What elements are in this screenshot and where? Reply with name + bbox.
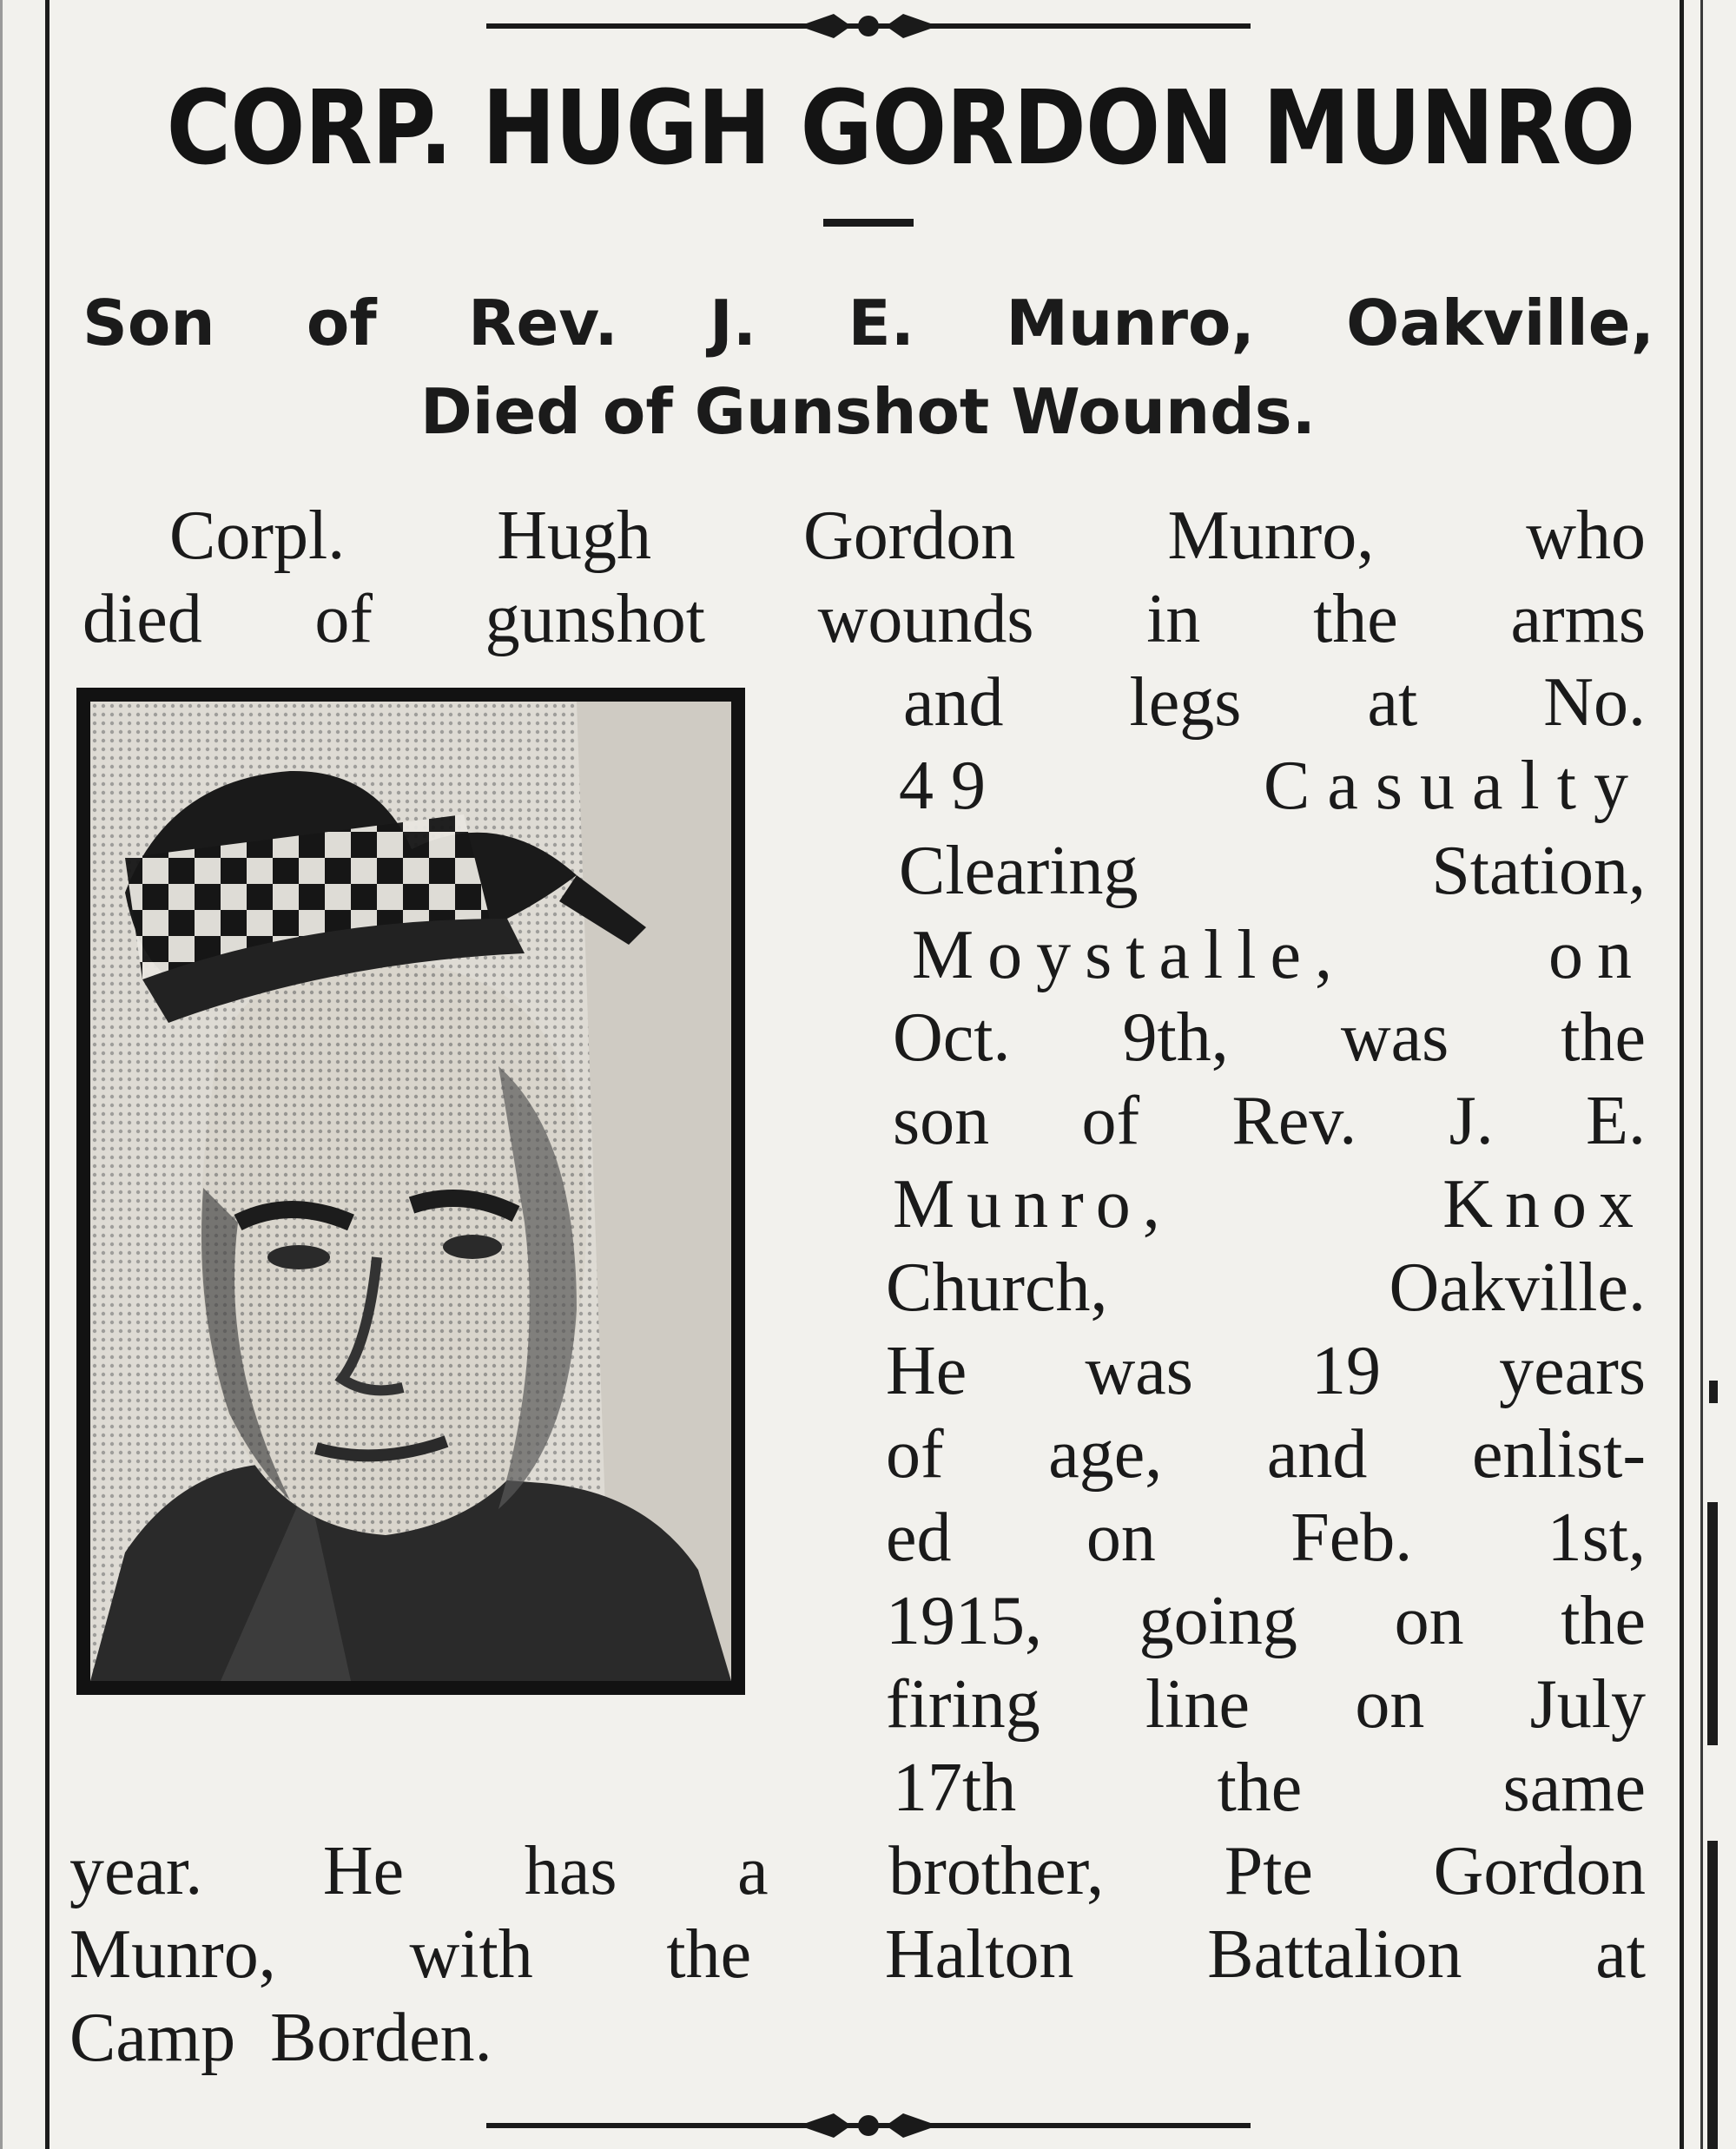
body-word: Rev. [1231,1083,1357,1159]
body-word: July [1529,1666,1646,1743]
body-word: year. [69,1833,203,1909]
body-line [886,1415,1646,1494]
body-word: Gordon [1433,1833,1646,1909]
body-word: son [893,1083,990,1159]
body-line [69,1832,1646,1911]
top-ornament-rule [486,9,1251,43]
body-word: at [1595,1916,1646,1993]
portrait-photo-image [90,702,731,1681]
body-word: wounds [817,581,1034,657]
body-word: was [1085,1333,1193,1409]
headline: CORP. HUGH GORDON MUNRO [166,68,1635,188]
body-word: enlist- [1472,1416,1646,1493]
body-word: going [1139,1583,1297,1659]
body-word: the [1561,999,1646,1076]
body-line [886,1332,1646,1411]
body-word: gunshot [485,581,706,657]
body-word: He [886,1333,967,1409]
body-word: Station, [1431,833,1646,909]
body-word: died [83,581,202,657]
body-word: Knox [1442,1166,1646,1243]
subhead-word: of [306,287,377,359]
body-word: 19 [1311,1333,1382,1409]
body-line [886,1665,1646,1744]
body-word: in [1146,581,1201,657]
body-word: Corpl. [169,498,346,574]
body-word: Moystalle, [912,917,1346,993]
body-word: Gordon [803,498,1016,574]
body-word: ed [886,1500,952,1576]
subhead-line-2: Died of Gunshot Wounds. [420,375,1316,448]
body-word: Oct. [893,999,1011,1076]
body-word: of [314,581,373,657]
body-word: the [1217,1750,1303,1826]
body-line [169,497,1646,576]
body-word: Munro, [69,1916,276,1993]
portrait-photo-icon [90,702,731,1681]
body-word: Oakville. [1389,1249,1646,1326]
subhead-word: Son [83,287,215,359]
subhead-line-1 [83,287,1654,359]
portrait-photo [76,688,745,1695]
subhead-word: E. [848,287,914,359]
body-word: was [1340,999,1449,1076]
body-line [903,663,1646,742]
left-edge-mark [0,0,3,2149]
body-word: with [409,1916,533,1993]
body-word: J. [1449,1083,1494,1159]
body-word: arms [1510,581,1646,657]
body-word: Hugh [497,498,652,574]
subhead-word: Rev. [468,287,618,359]
body-line [83,580,1646,659]
right-column-rule [1680,0,1684,2149]
body-line [886,1582,1646,1661]
body-line [69,1999,492,2078]
body-word: 9th, [1122,999,1229,1076]
body-line [893,1082,1646,1161]
body-line [886,1499,1646,1578]
subhead-word: Munro, [1006,287,1255,359]
body-word: the [666,1916,752,1993]
body-line [893,1165,1646,1244]
body-word: years [1499,1333,1646,1409]
body-word: at [1367,664,1418,741]
subhead-word: J. [710,287,757,359]
body-word: No. [1543,664,1646,741]
body-word: of [886,1416,944,1493]
body-line [899,832,1646,911]
left-column-rule [45,0,50,2149]
adjacent-column-mark [1707,1502,1718,1745]
body-word: Battalion [1207,1916,1462,1993]
bottom-ornament-rule [486,2108,1251,2143]
subhead-word: Oakville, [1346,287,1654,359]
body-line [912,916,1646,995]
body-word: same [1502,1750,1646,1826]
body-word: on [1086,1500,1156,1576]
body-word: He [322,1833,405,1909]
body-line [893,999,1646,1078]
body-word: Church, [886,1249,1108,1326]
body-word: E. [1586,1083,1646,1159]
body-word: a [737,1833,769,1909]
body-word: and [903,664,1004,741]
body-word: on [1355,1666,1425,1743]
body-line [69,1915,1646,1994]
adjacent-column-mark [1709,1381,1718,1403]
body-word: Munro, [1167,498,1375,574]
body-word: and [1266,1416,1368,1493]
body-word: 17th [893,1750,1017,1826]
body-word: the [1561,1583,1646,1659]
body-word: Casualty [1264,748,1646,824]
body-word: the [1313,581,1398,657]
body-word: brother, [888,1833,1105,1909]
body-word: of [1081,1083,1140,1159]
body-word: who [1526,498,1646,574]
body-word: 1915, [886,1583,1042,1659]
body-word: Feb. [1290,1500,1413,1576]
body-word: on [1548,917,1646,993]
body-word: Halton [884,1916,1074,1993]
right-edge-rule [1700,0,1703,2149]
headline-dash [823,219,914,227]
body-word: Borden. [270,2000,492,2076]
body-word: Munro, [893,1166,1172,1243]
body-word: Camp [69,2000,236,2076]
body-line [886,1249,1646,1328]
body-word: 49 [899,748,1003,824]
body-word: on [1394,1583,1464,1659]
adjacent-column-mark [1707,1841,1718,2149]
body-word: Clearing [899,833,1139,909]
body-word: Pte [1224,1833,1313,1909]
body-word: 1st, [1547,1500,1646,1576]
body-word: age, [1048,1416,1163,1493]
body-word: firing [886,1666,1040,1743]
body-line [899,747,1646,826]
body-word: legs [1129,664,1242,741]
body-line [893,1749,1646,1828]
body-word: has [524,1833,617,1909]
body-word: line [1145,1666,1251,1743]
